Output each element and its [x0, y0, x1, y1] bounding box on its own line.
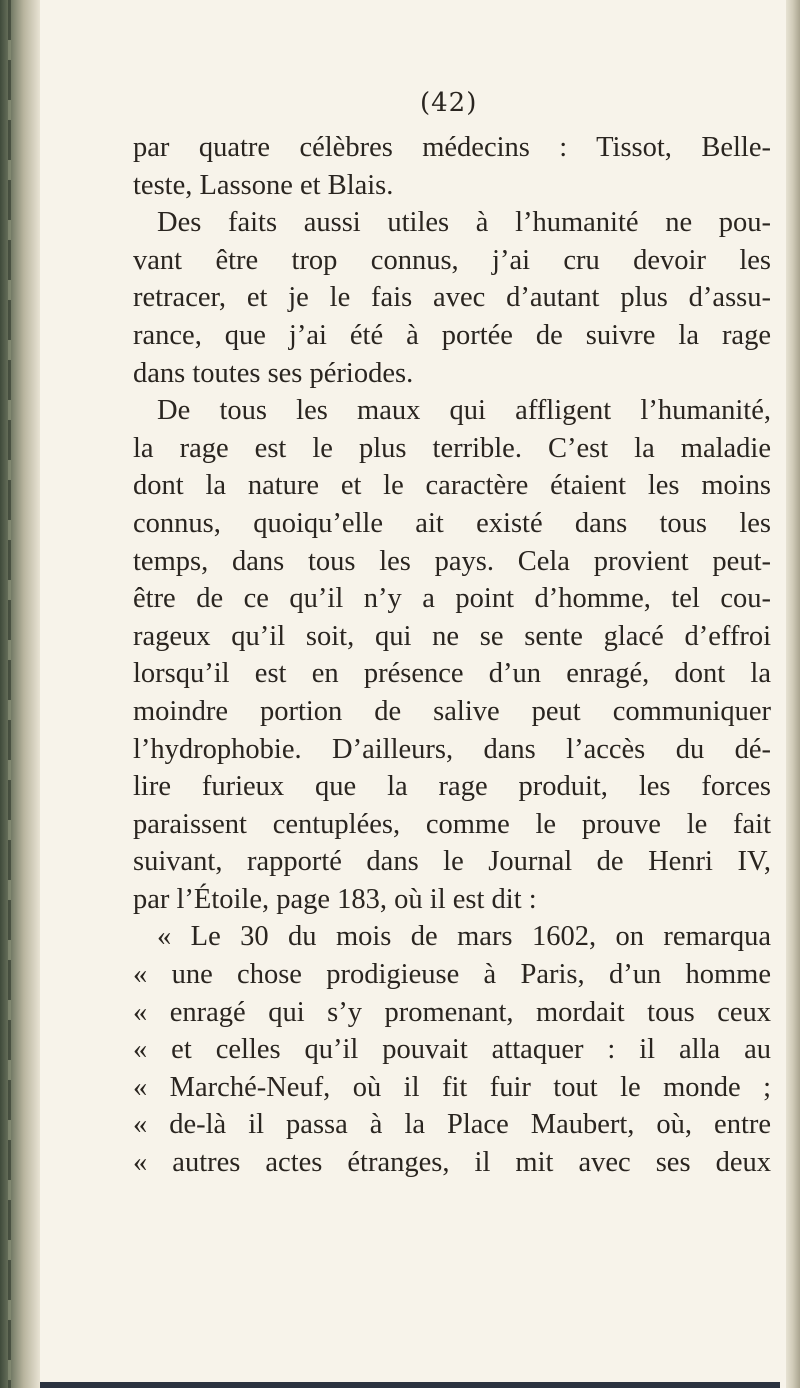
text-line: retracer, et je le fais avec d’autant plus d’assu- [133, 282, 771, 314]
text-line: « autres actes étranges, il mit avec ses deux [133, 1147, 771, 1179]
text-line: « et celles qu’il pouvait attaquer : il alla au [133, 1034, 771, 1066]
bottom-border [40, 1382, 780, 1388]
page-text [133, 129, 771, 1182]
text-line: temps, dans tous les pays. Cela provient peut- [133, 545, 771, 577]
text-line: être de ce qu’il n’y a point d’homme, tel cou- [133, 583, 771, 615]
text-line: teste, Lassone et Blais. [133, 169, 394, 201]
text-line: la rage est le plus terrible. C’est la maladie [133, 432, 771, 464]
text-line: « enragé qui s’y promenant, mordait tous ceux [133, 996, 771, 1028]
page-edge [786, 0, 800, 1388]
text-line: par quatre célèbres médecins : Tissot, Belle- [133, 132, 771, 163]
text-line: rance, que j’ai été à portée de suivre la rage [133, 319, 771, 351]
text-line: « Marché-Neuf, où il fit fuir tout le monde ; [133, 1071, 771, 1103]
text-line: suivant, rapporté dans le Journal de Henri IV, [133, 846, 771, 878]
text-line: paraissent centuplées, comme le prouve le fait [133, 808, 771, 840]
text-line: rageux qu’il soit, qui ne se sente glacé d’effroi [133, 620, 771, 652]
text-line: « Le 30 du mois de mars 1602, on remarqua [157, 921, 771, 953]
text-line: lire furieux que la rage produit, les forces [133, 771, 771, 803]
text-line: « de-là il passa à la Place Maubert, où, entre [133, 1109, 771, 1141]
text-line: dans toutes ses périodes. [133, 357, 414, 389]
text-line: par l’Étoile, page 183, où il est dit : [133, 883, 537, 915]
text-line: lorsqu’il est en présence d’un enragé, dont la [133, 658, 771, 690]
text-line: l’hydrophobie. D’ailleurs, dans l’accès du dé- [133, 733, 771, 765]
text-line: connus, quoiqu’elle ait existé dans tous les [133, 507, 771, 539]
text-line: De tous les maux qui affligent l’humanité, [157, 395, 771, 427]
text-line: vant être trop connus, j’ai cru devoir les [133, 244, 771, 276]
text-line: moindre portion de salive peut communiquer [133, 695, 771, 727]
text-line: Des faits aussi utiles à l’humanité ne pou- [157, 207, 771, 239]
text-line: dont la nature et le caractère étaient les moins [133, 470, 771, 502]
page-number: (42) [420, 88, 478, 118]
text-line: « une chose prodigieuse à Paris, d’un homme [133, 959, 771, 991]
book-spine [0, 0, 40, 1388]
